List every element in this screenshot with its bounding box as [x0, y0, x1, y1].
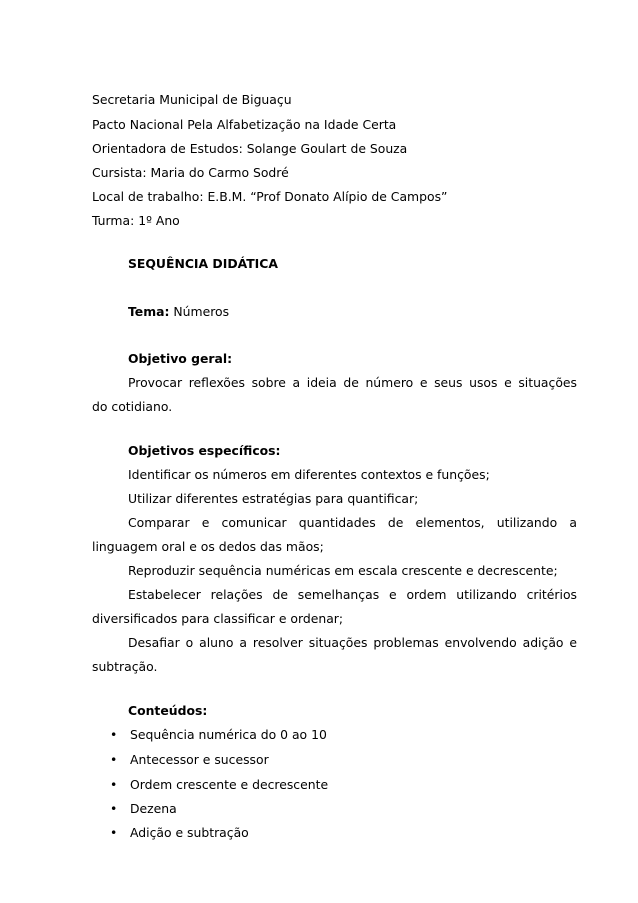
objetivo-especifico-4: Reproduzir sequência numéricas em escala crescente e decrescente;	[128, 563, 558, 578]
conteudo-item-label: Sequência numérica do 0 ao 10	[130, 727, 327, 742]
objetivo-geral-text-2: do cotidiano.	[92, 399, 173, 414]
header-turma: Turma: 1º Ano	[92, 213, 180, 228]
objetivo-especifico-3-line2: linguagem oral e os dedos das mãos;	[92, 539, 324, 554]
list-item	[110, 777, 328, 793]
bullet-icon: •	[110, 727, 118, 742]
list-item	[110, 727, 327, 743]
objetivo-especifico-3-line1: Comparar e comunicar quantidades de elementos, utilizando a	[128, 515, 577, 530]
bullet-icon: •	[110, 752, 118, 767]
objetivo-especifico-1: Identificar os números em diferentes contextos e funções;	[128, 467, 490, 482]
header-pacto: Pacto Nacional Pela Alfabetização na Idade Certa	[92, 117, 397, 132]
bullet-icon: •	[110, 825, 118, 840]
list-item	[110, 825, 249, 841]
objetivos-especificos-heading: Objetivos específicos:	[128, 443, 281, 458]
tema-label: Tema:	[128, 304, 170, 319]
conteudo-item-label: Ordem crescente e decrescente	[130, 777, 329, 792]
header-cursista: Cursista: Maria do Carmo Sodré	[92, 165, 289, 180]
list-item	[110, 801, 177, 817]
objetivo-geral-text-1: Provocar reflexões sobre a ideia de número e seus usos e situações	[128, 375, 577, 390]
objetivo-especifico-5-line1: Estabelecer relações de semelhanças e ordem utilizando critérios	[128, 587, 577, 602]
objetivo-especifico-2: Utilizar diferentes estratégias para quantificar;	[128, 491, 419, 506]
tema-line	[128, 304, 229, 320]
header-local-trabalho: Local de trabalho: E.B.M. “Prof Donato Alípio de Campos”	[92, 189, 448, 204]
list-item	[110, 752, 269, 768]
conteudos-heading: Conteúdos:	[128, 703, 208, 718]
objetivo-especifico-6-line1: Desafiar o aluno a resolver situações problemas envolvendo adição e	[128, 635, 578, 650]
objetivo-geral-heading: Objetivo geral:	[128, 351, 233, 366]
conteudo-item-label: Dezena	[130, 801, 177, 816]
header-orientadora: Orientadora de Estudos: Solange Goulart de Souza	[92, 141, 408, 156]
document-title: SEQUÊNCIA DIDÁTICA	[128, 256, 278, 271]
bullet-icon: •	[110, 777, 118, 792]
conteudo-item-label: Adição e subtração	[130, 825, 249, 840]
objetivo-especifico-6-line2: subtração.	[92, 659, 158, 674]
conteudo-item-label: Antecessor e sucessor	[130, 752, 269, 767]
header-secretaria: Secretaria Municipal de Biguaçu	[92, 92, 292, 107]
objetivo-especifico-5-line2: diversificados para classificar e ordenar;	[92, 611, 344, 626]
tema-value: Números	[173, 304, 230, 319]
bullet-icon: •	[110, 801, 118, 816]
